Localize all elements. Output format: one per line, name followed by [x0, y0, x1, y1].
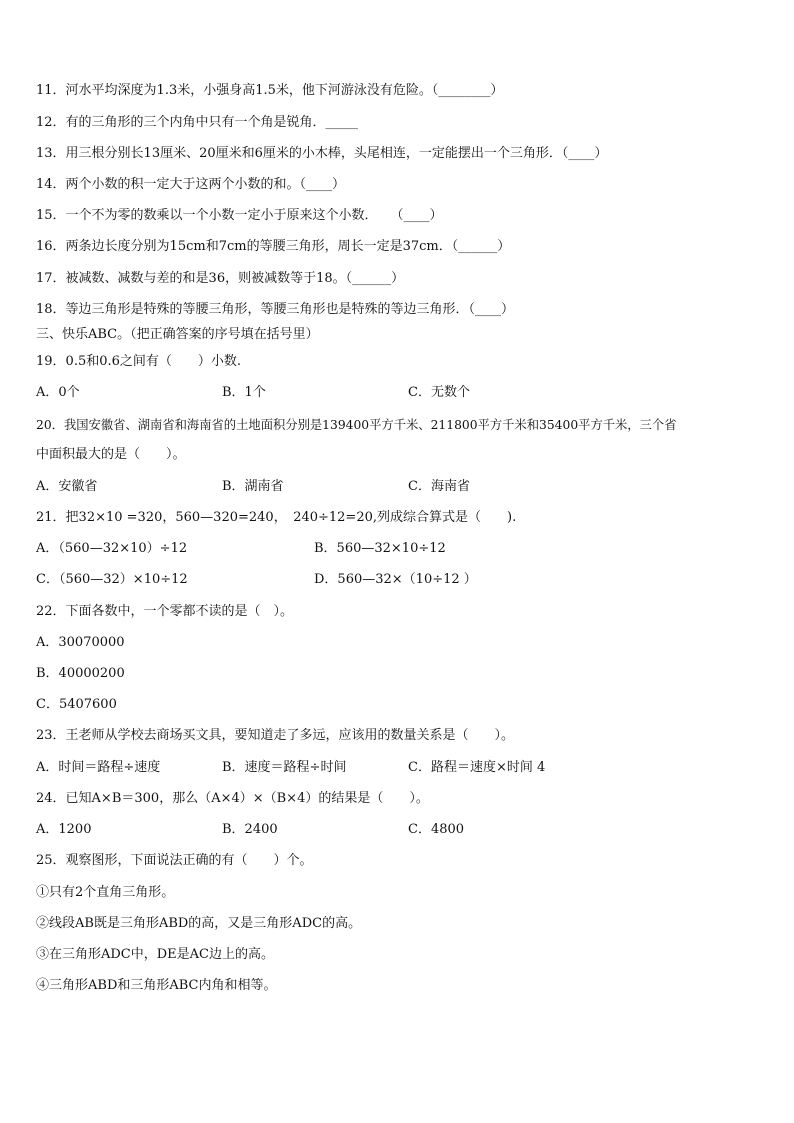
- question-23-stem: 23．王老师从学校去商场买文具，要知道走了多远，应该用的数量关系是（ ）。: [36, 728, 515, 743]
- question-25-stem: 25．观察图形，下面说法正确的有（ ）个。: [36, 853, 313, 868]
- question-21-option-d: D．560—32×（10÷12 ）: [314, 572, 477, 587]
- question-23-option-a: A．时间＝路程÷速度: [36, 760, 161, 775]
- question-19-option-c: C．无数个: [408, 385, 470, 400]
- question-20-option-c: C．海南省: [408, 479, 470, 494]
- question-24-option-c: C．4800: [408, 822, 465, 837]
- question-14: 14．两个小数的积一定大于这两个小数的和。（____）: [36, 177, 346, 192]
- question-12: 12．有的三角形的三个内角中只有一个角是锐角．_____: [36, 115, 359, 130]
- section-3-heading: 三、快乐ABC。（把正确答案的序号填在括号里）: [36, 327, 319, 342]
- question-25-statement-2: ②线段AB既是三角形ABD的高，又是三角形ADC的高。: [36, 916, 362, 931]
- question-15: 15．一个不为零的数乘以一个小数一定小于原来这个小数． （____）: [36, 208, 443, 223]
- question-22-option-c: C．5407600: [36, 697, 117, 712]
- question-24-option-a: A．1200: [36, 822, 92, 837]
- question-21-option-a: A．（560—32×10）÷12: [36, 541, 188, 556]
- question-19-option-a: A．0个: [36, 385, 80, 400]
- question-18: 18．等边三角形是特殊的等腰三角形，等腰三角形也是特殊的等边三角形．（____）: [36, 302, 515, 317]
- question-22-option-b: B．40000200: [36, 666, 125, 681]
- question-21-option-c: C．（560—32）×10÷12: [36, 572, 188, 587]
- question-24-stem: 24．已知A×B＝300，那么（A×4）×（B×4）的结果是（ ）。: [36, 791, 429, 806]
- question-11: 11．河水平均深度为1.3米，小强身高1.5米，他下河游泳没有危险。（________）: [36, 83, 504, 98]
- question-22-option-a: A．30070000: [36, 635, 125, 650]
- question-13: 13．用三根分别长13厘米、20厘米和6厘米的小木棒，头尾相连，一定能摆出一个三角形．（____）: [36, 146, 608, 161]
- question-20-option-a: A．安徽省: [36, 479, 98, 494]
- question-19-option-b: B．1个: [222, 385, 266, 400]
- question-19-stem: 19．0.5和0.6之间有（ ）小数.: [36, 354, 242, 369]
- question-17: 17．被减数、减数与差的和是36，则被减数等于18。（______）: [36, 271, 405, 286]
- question-21-option-b: B．560—32×10÷12: [314, 541, 446, 556]
- question-23-option-b: B．速度＝路程÷时间: [222, 760, 347, 775]
- question-25-statement-4: ④三角形ABD和三角形ABC内角和相等。: [36, 978, 277, 993]
- question-20-option-b: B．湖南省: [222, 479, 284, 494]
- question-21-stem: 21．把32×10 =320，560—320=240， 240÷12=20,列成综合算式是（ ).: [36, 510, 517, 525]
- question-20-stem-line2: 中面积最大的是（ ）。: [36, 447, 186, 462]
- question-16: 16．两条边长度分别为15cm和7cm的等腰三角形，周长一定是37cm．（______）: [36, 239, 511, 254]
- question-25-statement-3: ③在三角形ADC中，DE是AC边上的高。: [36, 947, 275, 962]
- question-25-statement-1: ①只有2个直角三角形。: [36, 885, 175, 900]
- question-22-stem: 22．下面各数中，一个零都不读的是（ ）。: [36, 604, 294, 619]
- question-24-option-b: B．2400: [222, 822, 278, 837]
- question-23-option-c: C．路程＝速度×时间 4: [408, 760, 546, 775]
- question-20-stem-line1: 20．我国安徽省、湖南省和海南省的土地面积分别是139400平方千米、211800平方千米和35400平方千米，三个省: [36, 418, 677, 432]
